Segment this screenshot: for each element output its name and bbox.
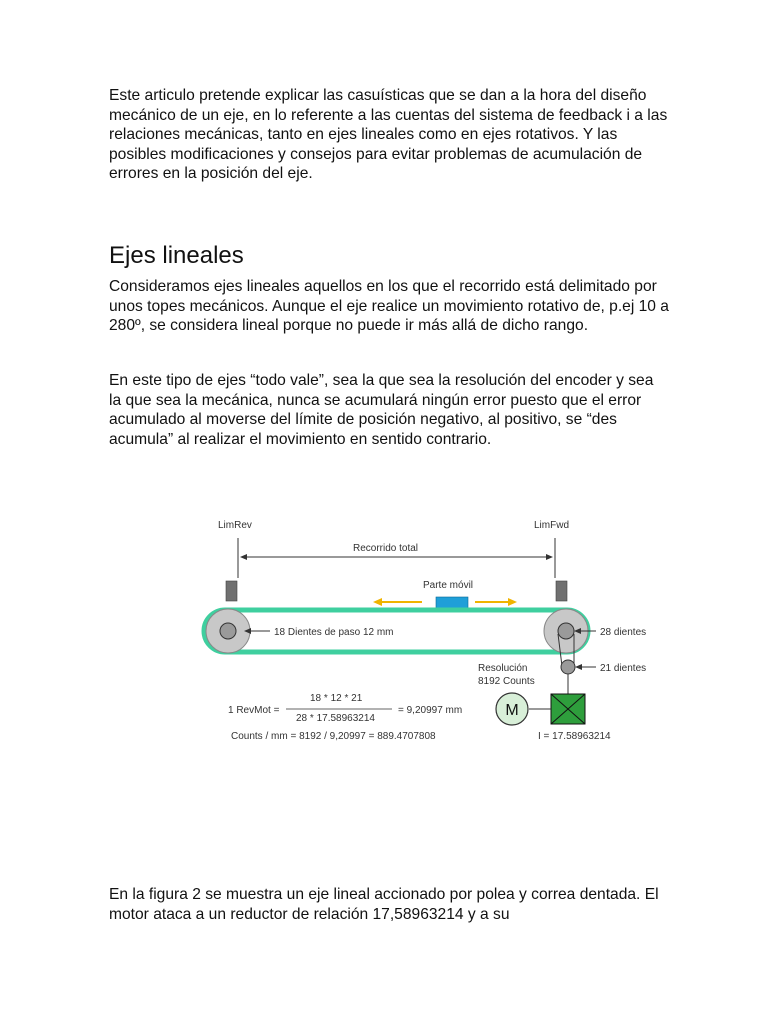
parte-movil-label: Parte móvil xyxy=(423,580,474,591)
lim-rev-label: LimRev xyxy=(218,520,252,531)
moving-part xyxy=(436,597,468,608)
intro-paragraph: Este articulo pretende explicar las casuísticas que se dan a la hora del diseño mecánico de un eje, en lo referente a las cuentas del sistema de feedback i a las relaciones mecánicas, tanto en ejes lineales como en ejes rotativos. Y las posibles modificaciones y consejos para evitar problemas de acumulación de errores en la posición del eje. xyxy=(109,87,668,183)
formula-denominator: 28 * 17.58963214 xyxy=(296,713,375,724)
small-pulley xyxy=(561,660,575,674)
recorrido-label: Recorrido total xyxy=(353,543,419,554)
linear-axis-figure xyxy=(190,508,670,758)
motor-label: M xyxy=(505,702,519,719)
dientes-18-label: 18 Dientes de paso 12 mm xyxy=(274,627,394,638)
formula-result: = 9,20997 mm xyxy=(398,705,463,716)
resolucion-label: Resolución xyxy=(478,663,528,674)
move-right-arrowhead xyxy=(508,598,517,606)
lim-fwd-label: LimFwd xyxy=(534,520,570,531)
recorrido-arrowhead-left xyxy=(240,554,247,560)
counts-per-mm: Counts / mm = 8192 / 9,20997 = 889.4707808 xyxy=(231,731,436,742)
revmot-label: 1 RevMot = xyxy=(228,705,280,716)
todo-vale-paragraph: En este tipo de ejes “todo vale”, sea la que sea la resolución del encoder y sea la que sea la mecánica, nunca se acumulará ningún error puesto que el error acumulado al moverse del límite de posición negativo, al positivo, se “des acumula” al realizar el movimiento en sentido contrario. xyxy=(109,372,654,448)
figura-paragraph: En la figura 2 se muestra un eje lineal accionado por polea y correa dentada. El motor ataca a un reductor de relación 17,58963214 y a su xyxy=(109,886,659,923)
ratio-label: I = 17.58963214 xyxy=(538,731,611,742)
recorrido-arrowhead-right xyxy=(546,554,553,560)
right-pulley-hub xyxy=(558,623,574,639)
formula-numerator: 18 * 12 * 21 xyxy=(310,693,363,704)
definition-paragraph: Consideramos ejes lineales aquellos en los que el recorrido está delimitado por unos topes mecánicos. Aunque el eje realice un movimiento rotativo de, p.ej 10 a 280º, se considera lineal porque no puede ir más allá de dicho rango. xyxy=(109,278,669,335)
fwd-stop xyxy=(556,581,567,601)
dientes-21-arrowhead xyxy=(575,664,582,670)
dientes-28-label: 28 dientes xyxy=(600,627,647,638)
resolucion-counts-label: 8192 Counts xyxy=(478,676,535,687)
left-pulley-hub xyxy=(220,623,236,639)
section-heading: Ejes lineales xyxy=(109,242,244,269)
figure-diagram xyxy=(190,508,670,758)
dientes-21-label: 21 dientes xyxy=(600,663,647,674)
move-left-arrowhead xyxy=(373,598,382,606)
rev-stop xyxy=(226,581,237,601)
